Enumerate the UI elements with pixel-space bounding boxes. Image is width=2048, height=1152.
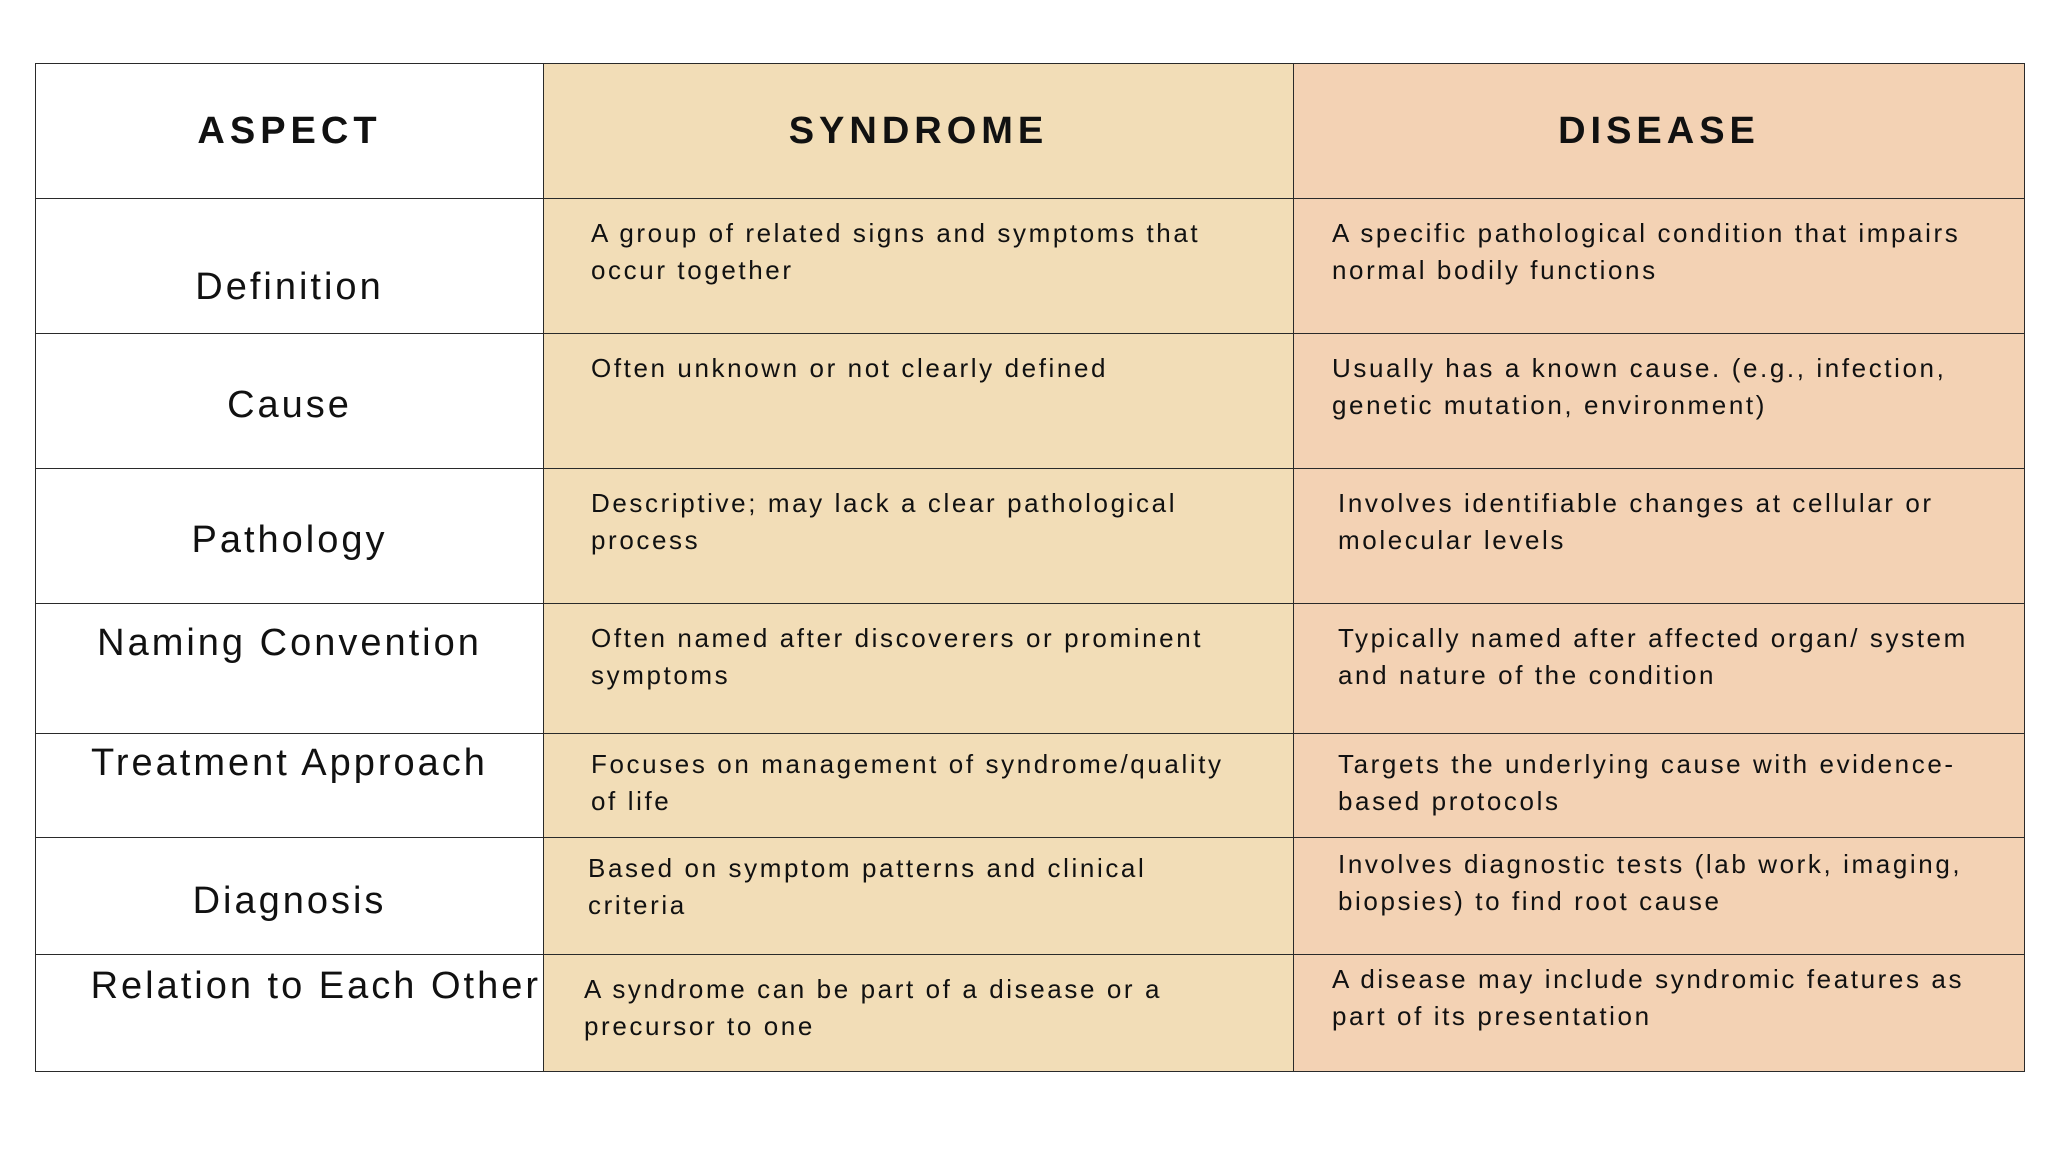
header-syndrome-label: SYNDROME: [788, 109, 1049, 152]
syndrome-text: Based on symptom patterns and clinical criteria: [588, 853, 1147, 920]
syndrome-cell: [544, 734, 1294, 838]
header-disease-label: DISEASE: [1558, 109, 1760, 152]
table-row: [36, 334, 2025, 469]
disease-text: Usually has a known cause. (e.g., infection, genetic mutation, environment): [1332, 353, 1947, 420]
aspect-label: Pathology: [191, 518, 388, 561]
table-row: [36, 734, 2025, 838]
aspect-cell: [36, 604, 544, 734]
header-disease: [1294, 64, 2025, 199]
aspect-label: Relation to Each Other: [90, 965, 541, 1007]
syndrome-cell: [544, 838, 1294, 955]
syndrome-cell: [544, 604, 1294, 734]
aspect-cell: [36, 734, 544, 838]
aspect-cell: [36, 955, 544, 1072]
header-aspect: [36, 64, 544, 199]
disease-cell: [1294, 469, 2025, 604]
disease-cell: [1294, 334, 2025, 469]
table-row: [36, 955, 2025, 1072]
aspect-label: Naming Convention: [97, 622, 482, 664]
syndrome-cell: [544, 469, 1294, 604]
syndrome-text: Descriptive; may lack a clear pathological process: [591, 488, 1178, 555]
syndrome-text: Often named after discoverers or prominent symptoms: [591, 623, 1204, 690]
syndrome-cell: [544, 334, 1294, 469]
disease-cell: [1294, 199, 2025, 334]
syndrome-vs-disease-table: [35, 63, 2025, 1072]
table-row: [36, 199, 2025, 334]
aspect-cell: [36, 199, 544, 334]
disease-cell: [1294, 838, 2025, 955]
disease-cell: [1294, 604, 2025, 734]
table-header-row: [36, 64, 2025, 199]
aspect-cell: [36, 838, 544, 955]
header-aspect-label: ASPECT: [197, 109, 382, 152]
disease-cell: [1294, 734, 2025, 838]
comparison-table-container: [35, 63, 2024, 1071]
syndrome-cell: [544, 199, 1294, 334]
header-syndrome: [544, 64, 1294, 199]
disease-text: Involves diagnostic tests (lab work, imaging, biopsies) to find root cause: [1338, 849, 1963, 916]
aspect-label: Cause: [227, 383, 352, 426]
disease-text: Typically named after affected organ/ system and nature of the condition: [1338, 623, 1968, 690]
syndrome-text: Often unknown or not clearly defined: [591, 353, 1109, 383]
aspect-label: Diagnosis: [192, 879, 387, 922]
aspect-cell: [36, 469, 544, 604]
table-row: [36, 838, 2025, 955]
disease-text: Targets the underlying cause with evidence-based protocols: [1338, 749, 1956, 816]
disease-text: A disease may include syndromic features as part of its presentation: [1332, 964, 1965, 1031]
syndrome-text: A group of related signs and symptoms that occur together: [591, 218, 1201, 285]
table-row: [36, 604, 2025, 734]
aspect-cell: [36, 334, 544, 469]
syndrome-text: Focuses on management of syndrome/quality of life: [591, 749, 1224, 816]
disease-text: A specific pathological condition that impairs normal bodily functions: [1332, 218, 1961, 285]
syndrome-text: A syndrome can be part of a disease or a precursor to one: [584, 974, 1163, 1041]
aspect-label: Definition: [195, 265, 384, 308]
aspect-label: Treatment Approach: [91, 742, 488, 784]
syndrome-cell: [544, 955, 1294, 1072]
disease-cell: [1294, 955, 2025, 1072]
table-row: [36, 469, 2025, 604]
disease-text: Involves identifiable changes at cellular or molecular levels: [1338, 488, 1934, 555]
